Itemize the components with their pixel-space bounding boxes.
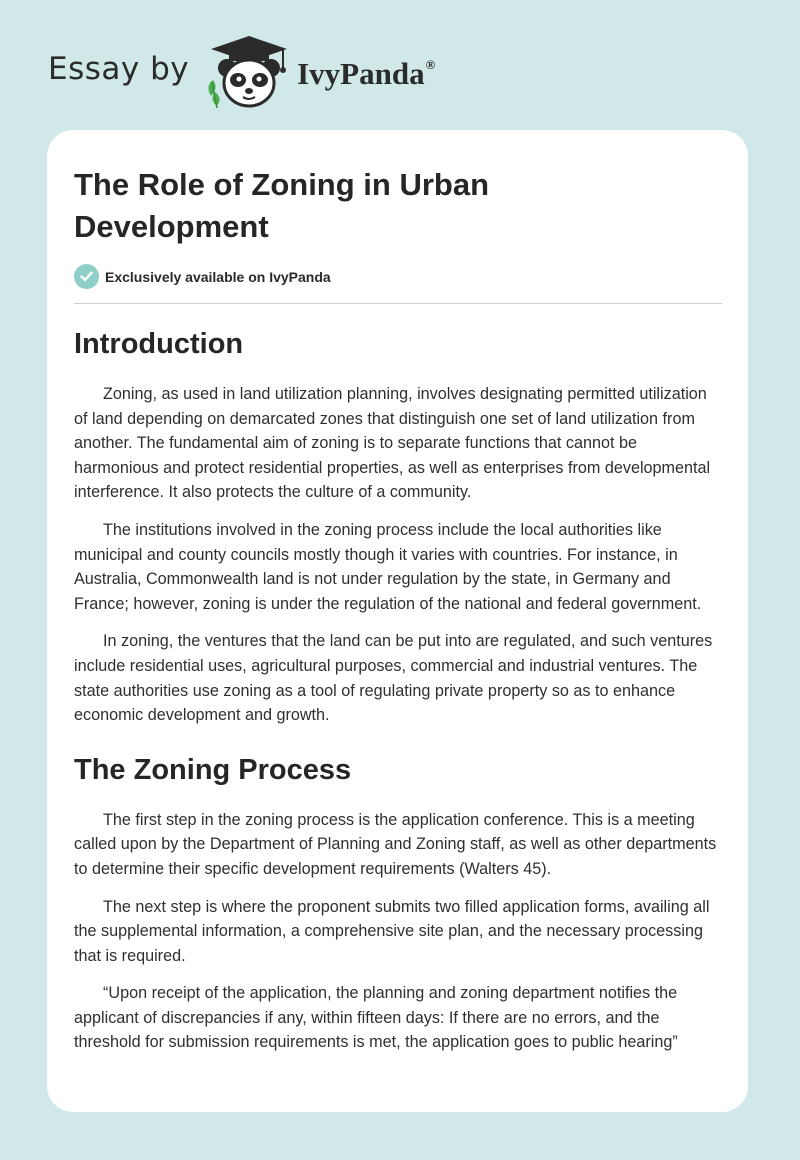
registered-mark: ® [425,56,436,72]
section-zoning-process [74,750,722,1055]
exclusive-label: Exclusively available on IvyPanda [105,268,331,285]
paragraph: The next step is where the proponent submits two filled application forms, availing all the supplemental information, a comprehensive site plan, and the necessary processing that is required. [74,897,710,965]
brand-prefix: Essay by [48,51,190,87]
section-heading: The Zoning Process [74,753,352,786]
section-introduction [74,324,722,728]
paragraph: The institutions involved in the zoning process include the local authorities like municipal and county councils mostly though it varies with countries. For instance, in Australia, Commonwealth land is not under regulation by the state, in Germany and France; however, zoning is under the regulation of the national and federal government. [74,520,702,613]
exclusive-badge [74,264,722,289]
paragraph: In zoning, the ventures that the land can be put into are regulated, and such ventures include residential uses, agricultural purposes, commercial and industrial ventures. The state authorities use zoning as a tool of regulating private property so as to enhance economic development and growth. [74,632,713,725]
check-icon [74,264,99,289]
paragraph: The first step in the zoning process is the application conference. This is a meeting called upon by the Department of Planning and Zoning staff, as well as other departments to determine their specific development requirements (Walters 45). [74,810,717,878]
brand-header[interactable] [48,34,435,110]
brand-name: IvyPanda® [297,56,436,91]
paragraph: Zoning, as used in land utilization planning, involves designating permitted utilization of land depending on demarcated zones that distinguish one set of land utilization from another. The fundamental aim of zoning is to separate functions that cannot be harmonious and protect residential properties, as well as enterprises from developmental interference. It also protects the culture of a community. [74,385,711,502]
page-title: The Role of Zoning in Urban Development [74,167,490,244]
divider [74,303,722,304]
panda-graduate-icon [203,34,295,110]
essay-card [47,130,748,1112]
paragraph: “Upon receipt of the application, the planning and zoning department notifies the applicant of discrepancies if any, within fifteen days: If there are no errors, and the threshold for submission requirements is met, the application goes to public hearing” [74,984,678,1052]
section-heading: Introduction [74,328,244,360]
